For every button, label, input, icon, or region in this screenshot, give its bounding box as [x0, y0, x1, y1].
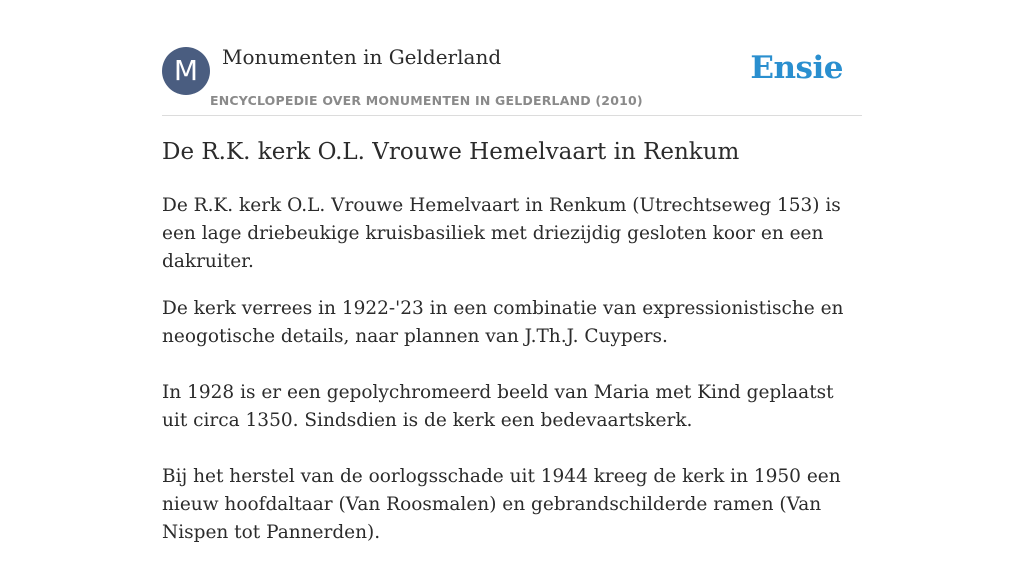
article-paragraph: Bij het herstel van de oorlogsschade uit 1944 kreeg de kerk in 1950 een nieuw hoofdaltaar (Van Roosmalen) en gebrandschilderde ramen (Van Nispen tot Pannerden).: [162, 466, 841, 543]
site-header: [162, 0, 862, 116]
site-subtitle: ENCYCLOPEDIE OVER MONUMENTEN IN GELDERLAND (2010): [210, 93, 643, 108]
site-avatar[interactable]: M: [162, 47, 210, 95]
article-paragraph: In 1928 is er een gepolychromeerd beeld van Maria met Kind geplaatst uit circa 1350. Sindsdien is de kerk een bedevaartskerk.: [162, 382, 834, 431]
article-paragraph: De kerk verrees in 1922-'23 in een combinatie van expressionistische en neogotische details, naar plannen van J.Th.J. Cuypers.: [162, 298, 844, 347]
ensie-logo-link[interactable]: Ensie: [750, 50, 843, 86]
article-title: De R.K. kerk O.L. Vrouwe Hemelvaart in Renkum: [162, 139, 740, 165]
article-paragraph: De R.K. kerk O.L. Vrouwe Hemelvaart in Renkum (Utrechtseweg 153) is een lage driebeukige kruisbasiliek met driezijdig gesloten koor en een dakruiter.: [162, 195, 841, 272]
article-body: [162, 192, 862, 566]
site-title-link[interactable]: Monumenten in Gelderland: [222, 45, 502, 69]
page-container: [162, 0, 862, 543]
